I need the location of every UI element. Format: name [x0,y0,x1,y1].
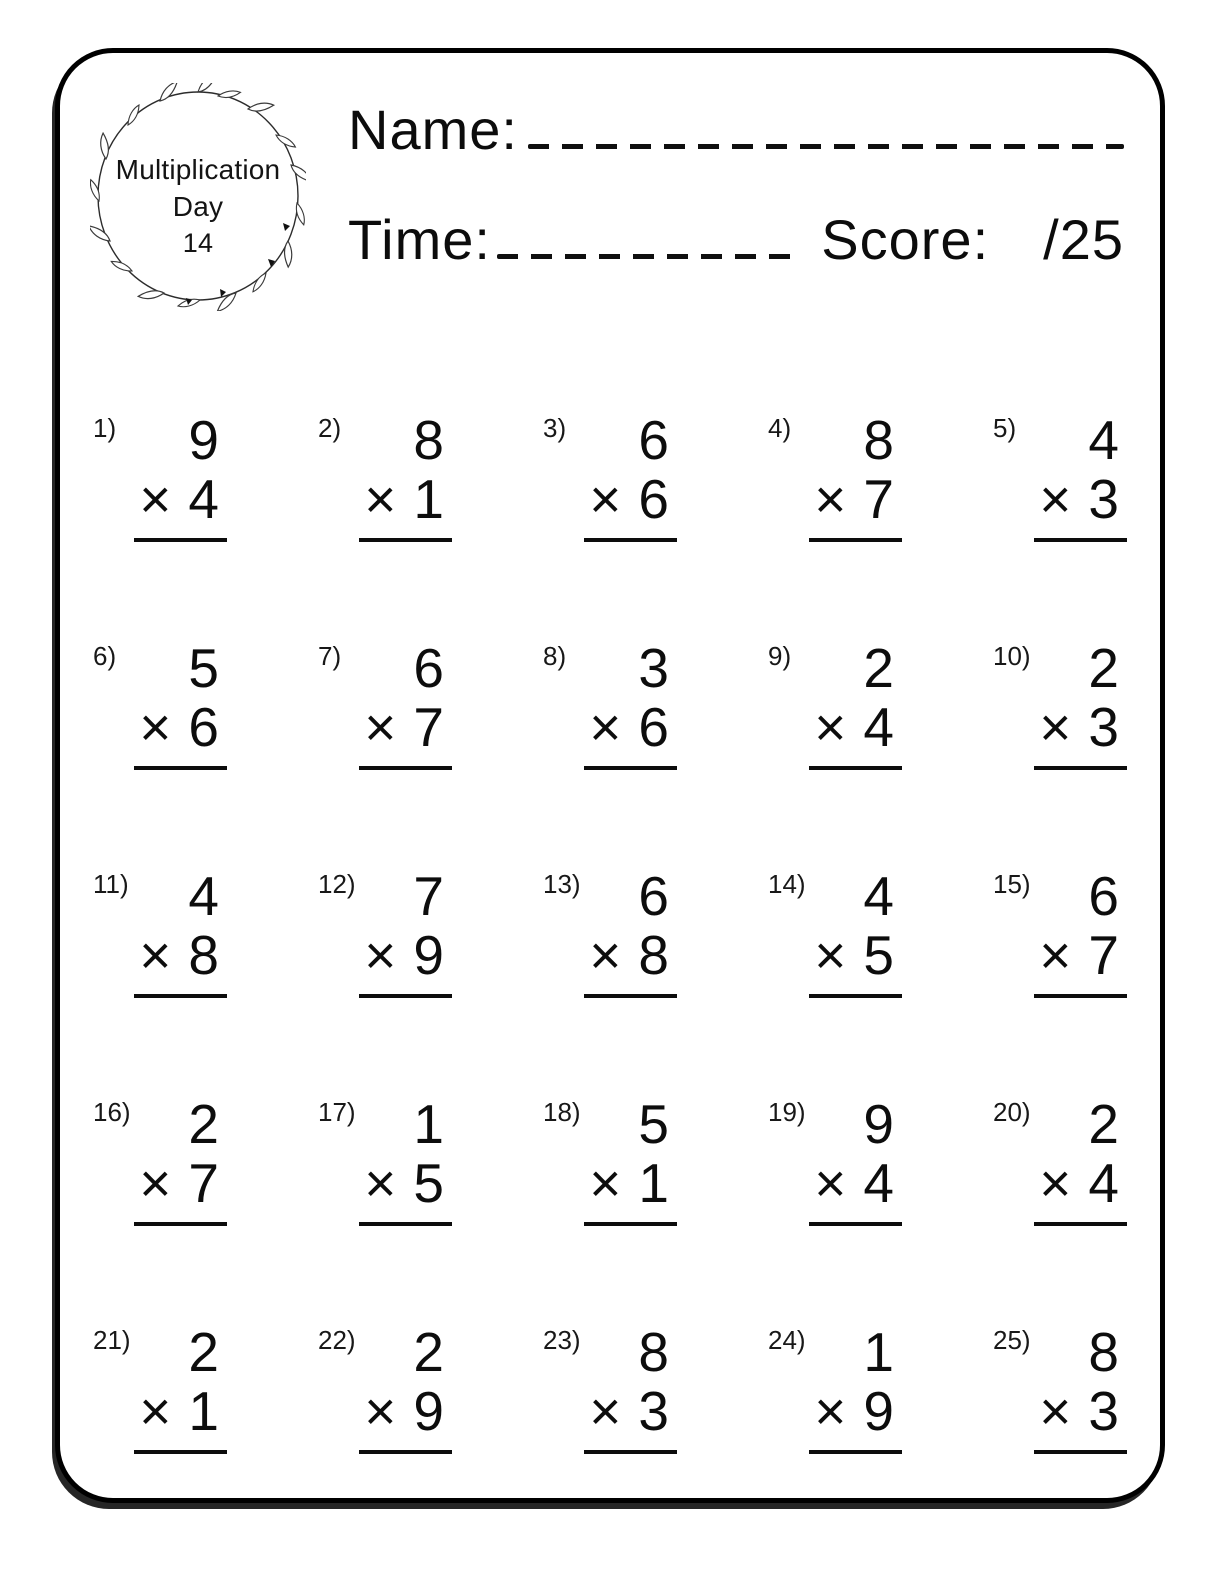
times-icon: × [139,1380,172,1442]
multiplier-row [134,470,227,542]
problem [77,1095,302,1323]
multiplier: 3 [1088,1380,1119,1442]
problem [77,411,302,639]
multiplier-row [809,1382,902,1454]
problem-work [1034,1095,1127,1226]
multiplier: 6 [638,468,669,530]
problem-work [134,639,227,770]
problem-number: 23) [543,1325,581,1355]
times-icon: × [589,924,622,986]
problem-number: 16) [93,1097,131,1127]
problems-grid [77,411,1202,1551]
times-icon: × [589,468,622,530]
multiplier: 8 [638,924,669,986]
problem-work [359,639,452,770]
problem [302,1095,527,1323]
multiplier: 5 [413,1152,444,1214]
multiplier-row [584,698,677,770]
problem-number: 8) [543,641,567,671]
multiplier: 4 [863,1152,894,1214]
problem-number: 9) [768,641,792,671]
problem-number: 21) [93,1325,131,1355]
score-label: Score: [821,208,990,271]
multiplicand: 7 [413,865,444,927]
problem-work [809,1323,902,1454]
times-icon: × [139,924,172,986]
problem-number: 6) [93,641,117,671]
multiplicand: 6 [638,409,669,471]
problem-work [359,867,452,998]
times-icon: × [139,696,172,758]
times-icon: × [1039,696,1072,758]
problem-work [134,411,227,542]
wreath-logo [90,83,306,311]
problem [302,639,527,867]
multiplier: 9 [413,1380,444,1442]
times-icon: × [364,1380,397,1442]
multiplier: 3 [1088,468,1119,530]
multiplier-row [584,1382,677,1454]
worksheet-page [55,48,1165,1503]
times-icon: × [1039,468,1072,530]
problem [977,639,1202,867]
problem-work [1034,411,1127,542]
problem-work [359,1323,452,1454]
times-icon: × [814,468,847,530]
multiplicand: 8 [1088,1321,1119,1383]
multiplier-row [1034,698,1127,770]
problem-number: 17) [318,1097,356,1127]
problem [77,867,302,1095]
multiplicand: 6 [638,865,669,927]
problem [527,411,752,639]
problem-number: 11) [93,869,129,899]
name-line [528,144,1124,149]
multiplier: 6 [188,696,219,758]
times-icon: × [139,1152,172,1214]
problem-work [1034,639,1127,770]
times-icon: × [364,924,397,986]
multiplicand: 4 [188,865,219,927]
multiplier: 9 [863,1380,894,1442]
problem-work [584,639,677,770]
multiplier-row [134,1382,227,1454]
multiplier: 3 [1088,696,1119,758]
problem-work [809,411,902,542]
multiplicand: 2 [863,637,894,699]
problem-work [809,639,902,770]
logo-text [90,151,306,262]
problem-number: 22) [318,1325,356,1355]
problem [752,1323,977,1551]
problem-work [134,867,227,998]
problem-work [584,1323,677,1454]
multiplicand: 3 [638,637,669,699]
problem [77,639,302,867]
multiplicand: 1 [863,1321,894,1383]
multiplier-row [359,1382,452,1454]
multiplier: 3 [638,1380,669,1442]
time-score-row [348,209,1124,271]
problem-number: 13) [543,869,581,899]
score-value: /25 [1043,208,1124,271]
multiplier: 7 [863,468,894,530]
problem [77,1323,302,1551]
multiplicand: 8 [863,409,894,471]
problem-number: 19) [768,1097,806,1127]
problem [752,867,977,1095]
times-icon: × [1039,924,1072,986]
problem [527,639,752,867]
multiplier-row [1034,1382,1127,1454]
problem-number: 24) [768,1325,806,1355]
multiplier: 4 [863,696,894,758]
problem-number: 12) [318,869,356,899]
logo-line-3: 14 [182,228,214,258]
times-icon: × [364,696,397,758]
multiplicand: 4 [1088,409,1119,471]
multiplicand: 2 [188,1093,219,1155]
problem [977,867,1202,1095]
problem [527,1323,752,1551]
times-icon: × [364,1152,397,1214]
times-icon: × [814,1380,847,1442]
multiplicand: 6 [413,637,444,699]
multiplier: 1 [188,1380,219,1442]
problem [302,411,527,639]
problem-work [134,1095,227,1226]
multiplier-row [1034,470,1127,542]
multiplier-row [359,1154,452,1226]
multiplicand: 4 [863,865,894,927]
multiplier-row [584,926,677,998]
multiplier-row [359,926,452,998]
times-icon: × [364,468,397,530]
multiplier: 7 [1088,924,1119,986]
multiplicand: 8 [638,1321,669,1383]
multiplier: 8 [188,924,219,986]
problem [302,1323,527,1551]
problem-work [809,867,902,998]
multiplier: 5 [863,924,894,986]
multiplier: 4 [188,468,219,530]
multiplicand: 2 [1088,1093,1119,1155]
problem-number: 14) [768,869,806,899]
problem-number: 10) [993,641,1031,671]
times-icon: × [139,468,172,530]
problem-work [1034,1323,1127,1454]
times-icon: × [1039,1380,1072,1442]
times-icon: × [814,696,847,758]
problem-number: 18) [543,1097,581,1127]
problem-number: 2) [318,413,342,443]
multiplier-row [809,698,902,770]
multiplier-row [134,1154,227,1226]
multiplier-row [809,926,902,998]
multiplier: 7 [188,1152,219,1214]
multiplicand: 2 [188,1321,219,1383]
problem-number: 20) [993,1097,1031,1127]
problem-work [134,1323,227,1454]
name-label: Name: [348,98,518,161]
multiplicand: 1 [413,1093,444,1155]
multiplier-row [584,1154,677,1226]
problem-work [359,411,452,542]
multiplier-row [809,470,902,542]
problem-work [584,1095,677,1226]
problem-number: 1) [93,413,117,443]
problem-number: 4) [768,413,792,443]
problem-number: 7) [318,641,342,671]
multiplier-row [134,698,227,770]
times-icon: × [589,1152,622,1214]
time-label: Time: [348,208,491,271]
times-icon: × [589,1380,622,1442]
problem-work [359,1095,452,1226]
multiplier-row [584,470,677,542]
multiplier-row [359,698,452,770]
problem-number: 25) [993,1325,1031,1355]
logo-line-2: Day [172,191,224,222]
problem [977,1323,1202,1551]
problem [752,1095,977,1323]
multiplier: 4 [1088,1152,1119,1214]
times-icon: × [814,1152,847,1214]
problem-work [584,411,677,542]
problem [527,867,752,1095]
problem [527,1095,752,1323]
problem-work [1034,867,1127,998]
multiplicand: 6 [1088,865,1119,927]
multiplier: 1 [413,468,444,530]
times-icon: × [589,696,622,758]
problem [752,639,977,867]
problem-work [809,1095,902,1226]
problem [977,1095,1202,1323]
multiplier: 1 [638,1152,669,1214]
time-line [497,254,797,259]
multiplicand: 8 [413,409,444,471]
multiplicand: 9 [863,1093,894,1155]
problem [752,411,977,639]
times-icon: × [1039,1152,1072,1214]
multiplier: 6 [638,696,669,758]
problem [302,867,527,1095]
problem [977,411,1202,639]
multiplier: 7 [413,696,444,758]
multiplicand: 5 [188,637,219,699]
multiplicand: 5 [638,1093,669,1155]
logo-line-1: Multiplication [115,154,281,185]
multiplier-row [134,926,227,998]
name-row [348,99,1124,161]
multiplicand: 2 [1088,637,1119,699]
problem-number: 15) [993,869,1031,899]
multiplier-row [1034,926,1127,998]
multiplier-row [1034,1154,1127,1226]
problem-number: 3) [543,413,567,443]
multiplier-row [809,1154,902,1226]
problem-work [584,867,677,998]
multiplicand: 9 [188,409,219,471]
times-icon: × [814,924,847,986]
multiplier-row [359,470,452,542]
multiplicand: 2 [413,1321,444,1383]
problem-number: 5) [993,413,1017,443]
multiplier: 9 [413,924,444,986]
